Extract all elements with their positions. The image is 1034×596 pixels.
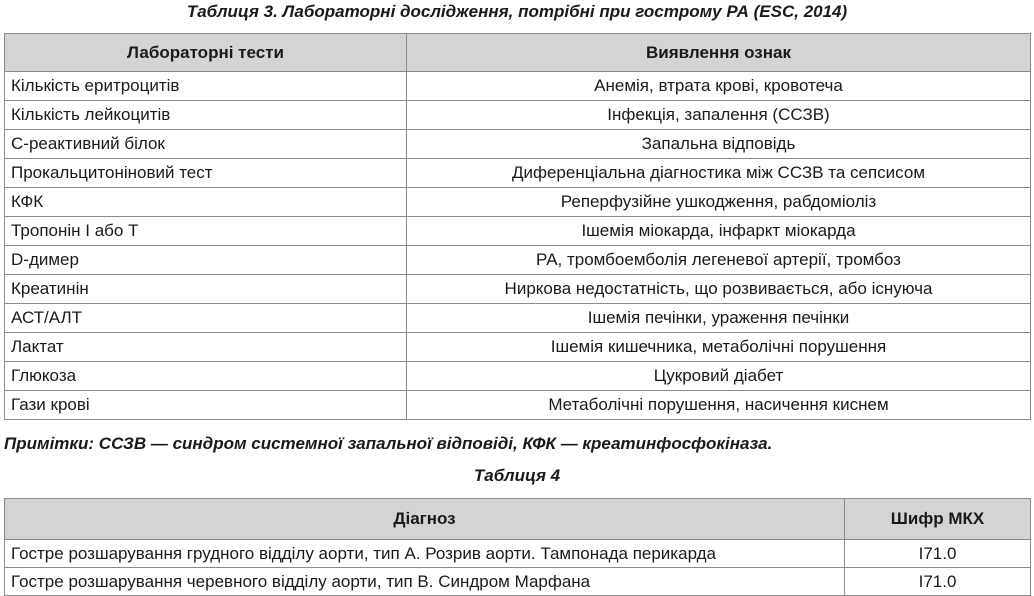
test-name: Прокальцитоніновий тест	[5, 159, 407, 188]
test-name: Креатинін	[5, 275, 407, 304]
table-row	[5, 275, 1031, 304]
test-name: Кількість лейкоцитів	[5, 101, 407, 130]
finding: Анемія, втрата крові, кровотеча	[407, 72, 1031, 101]
icd-code: I71.0	[845, 568, 1031, 596]
table-row	[5, 362, 1031, 391]
table-row	[5, 130, 1031, 159]
test-name: Гази крові	[5, 391, 407, 420]
diagnosis: Гостре розшарування черевного відділу аорти, тип В. Синдром Марфана	[5, 568, 845, 596]
test-name: АСТ/АЛТ	[5, 304, 407, 333]
table-header-row	[5, 34, 1031, 72]
finding: Запальна відповідь	[407, 130, 1031, 159]
table-row	[5, 333, 1031, 362]
column-header-icd-code: Шифр МКХ	[845, 499, 1031, 540]
finding: Ішемія кишечника, метаболічні порушення	[407, 333, 1031, 362]
test-name: Лактат	[5, 333, 407, 362]
test-name: Тропонін I або T	[5, 217, 407, 246]
finding: Ішемія міокарда, інфаркт міокарда	[407, 217, 1031, 246]
column-header-diagnosis: Діагноз	[5, 499, 845, 540]
column-header-findings: Виявлення ознак	[407, 34, 1031, 72]
table3-note: Примітки: ССЗВ — синдром системної запальної відповіді, КФК — креатинфосфокіназа.	[4, 434, 773, 453]
table-row	[5, 568, 1031, 596]
table-header-row	[5, 499, 1031, 540]
table4-caption: Таблиця 4	[473, 466, 561, 485]
table-row	[5, 391, 1031, 420]
table-row	[5, 188, 1031, 217]
finding: Реперфузійне ушкодження, рабдоміоліз	[407, 188, 1031, 217]
test-name: Кількість еритроцитів	[5, 72, 407, 101]
finding: Цукровий діабет	[407, 362, 1031, 391]
icd-code: I71.0	[845, 540, 1031, 568]
table-row	[5, 159, 1031, 188]
finding: РА, тромбоемболія легеневої артерії, тромбоз	[407, 246, 1031, 275]
finding: Ішемія печінки, ураження печінки	[407, 304, 1031, 333]
table-row	[5, 101, 1031, 130]
finding: Метаболічні порушення, насичення киснем	[407, 391, 1031, 420]
finding: Ниркова недостатність, що розвивається, або існуюча	[407, 275, 1031, 304]
finding: Диференціальна діагностика між ССЗВ та сепсисом	[407, 159, 1031, 188]
lab-tests-table	[4, 33, 1031, 420]
table-row	[5, 72, 1031, 101]
table-row	[5, 304, 1031, 333]
finding: Інфекція, запалення (ССЗВ)	[407, 101, 1031, 130]
table-row	[5, 217, 1031, 246]
test-name: С-реактивний білок	[5, 130, 407, 159]
diagnosis: Гостре розшарування грудного відділу аорти, тип А. Розрив аорти. Тампонада перикарда	[5, 540, 845, 568]
test-name: КФК	[5, 188, 407, 217]
column-header-lab-tests: Лабораторні тести	[5, 34, 407, 72]
table3-caption: Таблиця 3. Лабораторні дослідження, потрібні при гострому РА (ESC, 2014)	[186, 2, 848, 21]
table-row	[5, 540, 1031, 568]
diagnosis-table	[4, 498, 1031, 596]
test-name: D-димер	[5, 246, 407, 275]
table-row	[5, 246, 1031, 275]
test-name: Глюкоза	[5, 362, 407, 391]
